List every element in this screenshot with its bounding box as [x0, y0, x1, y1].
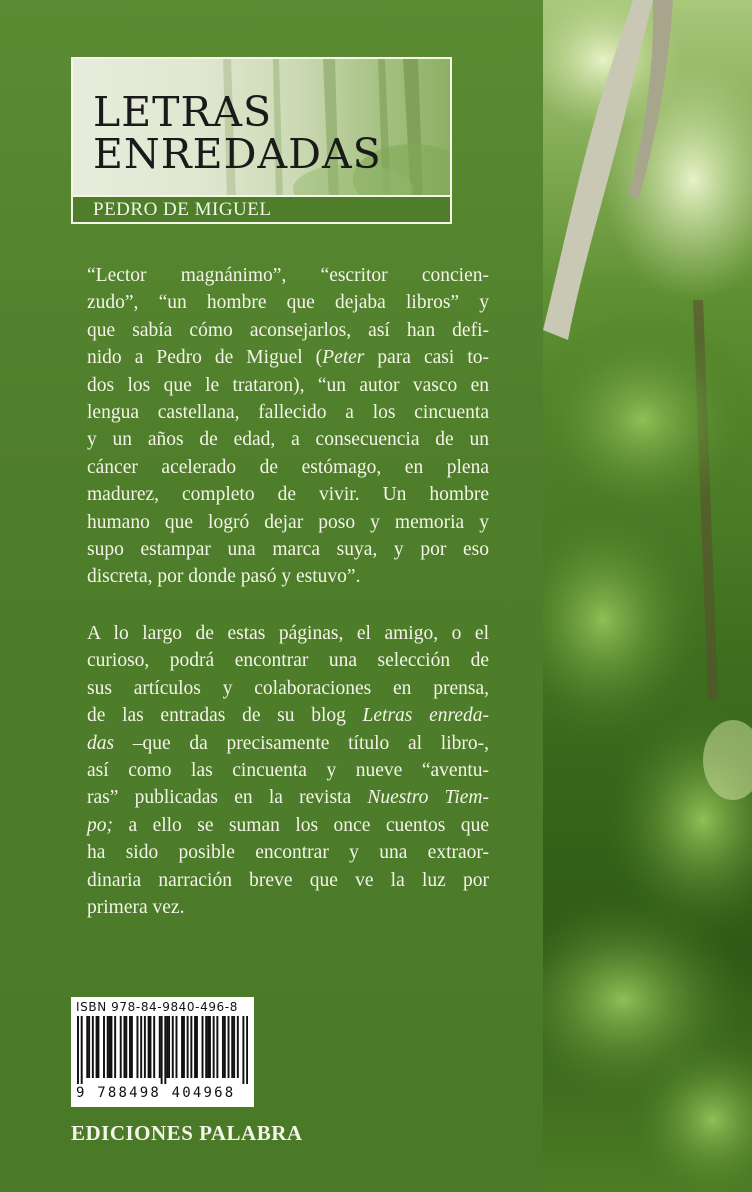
text-line: zudo”, “un hombre que dejaba libros” y	[87, 292, 489, 314]
text-line: de las entradas de su blog Letras enreda-	[87, 705, 489, 727]
forest-photo	[543, 0, 752, 1192]
text-line: dos los que le trataron), “un autor vasco en	[87, 374, 489, 396]
barcode-bar	[103, 1016, 105, 1078]
barcode-bar	[207, 1016, 209, 1078]
barcode-bar	[161, 1016, 163, 1084]
paragraph-2	[87, 620, 489, 921]
barcode-bar	[196, 1016, 198, 1078]
barcode-bar	[129, 1016, 131, 1078]
text-line: lengua castellana, fallecido a los cincuenta	[87, 402, 489, 424]
barcode-bar	[194, 1016, 196, 1078]
text-line: ha sido posible encontrar y una extraor-	[87, 842, 489, 864]
barcode-bar	[107, 1016, 109, 1078]
author-name: PEDRO DE MIGUEL	[93, 199, 272, 220]
barcode-bar	[77, 1016, 79, 1084]
text-line: dinaria narración breve que ve la luz por	[87, 869, 489, 891]
barcode-bar	[209, 1016, 211, 1078]
text-line: que sabía cómo aconsejarlos, así han defi-	[87, 319, 489, 341]
barcode-bar	[224, 1016, 226, 1078]
text-line: sus artículos y colaboraciones en prensa,	[87, 677, 489, 699]
barcode-bar	[242, 1016, 244, 1084]
barcode-bar	[159, 1016, 161, 1078]
barcode-bar	[144, 1016, 146, 1078]
title-box	[71, 57, 452, 224]
text-line: das –que da precisamente título al libro-,	[87, 732, 489, 754]
barcode-bar	[148, 1016, 150, 1078]
forest-illustration	[543, 0, 752, 1192]
barcode-bar	[86, 1016, 88, 1078]
barcode-bar	[181, 1016, 183, 1078]
text-line: así como las cincuenta y nueve “aventu-	[87, 759, 489, 781]
book-title	[93, 88, 382, 178]
barcode-bar	[136, 1016, 138, 1078]
barcode-bar	[216, 1016, 218, 1078]
text-line: madurez, completo de vivir. Un hombre	[87, 484, 489, 506]
barcode-bar	[131, 1016, 133, 1078]
barcode-bar	[149, 1016, 151, 1078]
barcode-bar	[222, 1016, 224, 1078]
barcode-bar	[96, 1016, 98, 1078]
barcode-bar	[125, 1016, 127, 1078]
barcode-bar	[109, 1016, 111, 1078]
barcode-bar	[237, 1016, 239, 1078]
synopsis	[87, 262, 489, 921]
text-line: cáncer acelerado de estómago, en plena	[87, 456, 489, 478]
barcode-bar	[153, 1016, 155, 1078]
barcode-bar	[123, 1016, 125, 1078]
text-line: “Lector magnánimo”, “escritor concien-	[87, 265, 489, 286]
author-bar	[73, 195, 450, 222]
barcode-bar	[92, 1016, 94, 1078]
barcode-bar	[172, 1016, 174, 1078]
isbn-digits: 9 788498 404968	[76, 1085, 236, 1101]
barcode-bar	[81, 1016, 83, 1084]
barcode-bar	[231, 1016, 233, 1078]
barcode-bar	[205, 1016, 207, 1078]
text-line: humano que logró dejar poso y memoria y	[87, 511, 489, 533]
barcode-bar	[114, 1016, 116, 1078]
barcode-bar	[183, 1016, 185, 1078]
barcode-bar	[166, 1016, 168, 1078]
isbn-barcode	[71, 997, 254, 1107]
text-line: nido a Pedro de Miguel (Peter para casi to-	[87, 347, 489, 369]
text-line: primera vez.	[87, 896, 185, 918]
barcode-bar	[97, 1016, 99, 1078]
barcode-bar	[88, 1016, 90, 1078]
text-line: y un años de edad, a consecuencia de un	[87, 429, 489, 451]
barcode-bar	[190, 1016, 192, 1078]
barcode-bar	[164, 1016, 166, 1084]
publisher-name: EDICIONES PALABRA	[71, 1121, 303, 1145]
title-line-2: ENREDADAS	[93, 130, 382, 178]
barcode-bar	[233, 1016, 235, 1078]
barcode-bar	[140, 1016, 142, 1078]
text-line: discreta, por donde pasó y estuvo”.	[87, 566, 361, 588]
text-line: A lo largo de estas páginas, el amigo, o el	[87, 622, 489, 644]
title-background-photo	[73, 59, 450, 201]
barcode-bar	[246, 1016, 248, 1084]
isbn-label: ISBN 978-84-9840-496-8	[76, 1000, 238, 1014]
barcode-bar	[187, 1016, 189, 1078]
barcode-bar	[176, 1016, 178, 1078]
barcode-bar	[228, 1016, 230, 1078]
barcode-bar	[168, 1016, 170, 1078]
barcode-bars	[77, 1016, 248, 1084]
barcode-bar	[202, 1016, 204, 1078]
barcode-bar	[110, 1016, 112, 1078]
text-line: po; a ello se suman los once cuentos que	[87, 814, 489, 836]
barcode-bar	[213, 1016, 215, 1078]
text-line: ras” publicadas en la revista Nuestro Tiem-	[87, 787, 489, 809]
text-line: supo estampar una marca suya, y por eso	[87, 539, 489, 561]
title-line-1: LETRAS	[93, 88, 273, 136]
paragraph-1	[87, 262, 489, 591]
barcode-bar	[120, 1016, 122, 1078]
text-line: curioso, podrá encontrar una selección de	[87, 650, 489, 672]
